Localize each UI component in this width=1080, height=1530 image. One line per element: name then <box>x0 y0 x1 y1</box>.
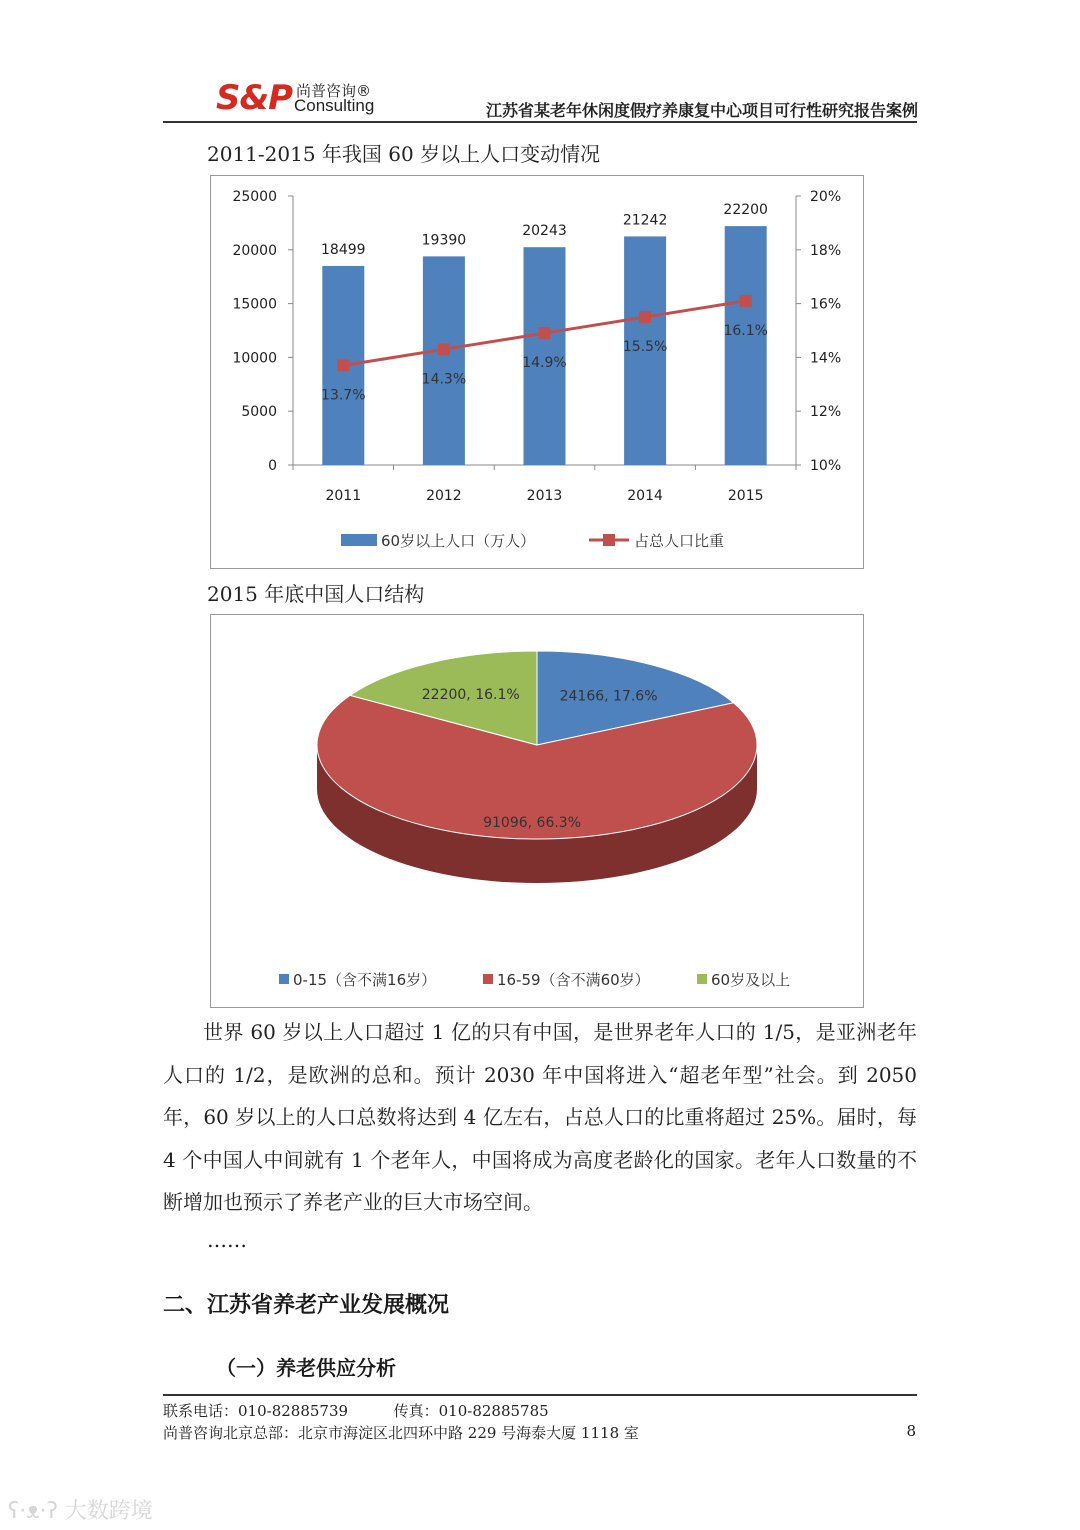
pie-chart-frame <box>210 614 864 1008</box>
pie-data-label: 24166, 17.6% <box>559 688 658 705</box>
x-tick-label: 2015 <box>727 488 764 504</box>
footer-phone: 联系电话：010-82885739 <box>163 1402 349 1420</box>
x-tick-label: 2012 <box>426 488 462 504</box>
footer-rule <box>163 1394 917 1396</box>
footer-address: 尚普咨询北京总部：北京市海淀区北四环中路 229 号海泰大厦 1118 室 <box>163 1424 639 1442</box>
combo-chart <box>211 176 863 568</box>
watermark <box>8 1494 153 1525</box>
header-rule <box>163 121 917 123</box>
y2-tick-label: 16% <box>810 296 842 313</box>
line-marker <box>337 359 349 371</box>
sub-heading: （一）养老供应分析 <box>216 1356 396 1380</box>
logo-mark: S&P <box>216 78 293 118</box>
line-marker <box>740 295 752 307</box>
pie-data-label: 22200, 16.1% <box>421 687 520 704</box>
combo-chart-frame <box>210 175 864 569</box>
legend-swatch <box>279 974 289 984</box>
legend-label: 60岁以上人口（万人） <box>381 532 536 550</box>
report-title: 江苏省某老年休闲度假疗养康复中心项目可行性研究报告案例 <box>485 101 918 120</box>
section-heading: 二、江苏省养老产业发展概况 <box>163 1293 450 1318</box>
body-paragraph <box>163 1011 917 1224</box>
footer-contact <box>163 1400 549 1421</box>
line-value-label: 14.9% <box>522 355 567 372</box>
paragraph-text: 世界 60 岁以上人口超过 1 亿的只有中国，是世界老年人口的 1/5，是亚洲老年人口的 1/2，是欧洲的总和。预计 2030 年中国将进入“超老年型”社会。到 2050 年，60 岁以上的人口总数将达到 4 亿左右，占总人口的比重将超过 25%。届时，每 4 个中国人中间就有 1 个老年人，中国将成为高度老龄化的国家。老年人口数量的不断增加也预示了养老产业的巨大市场空间。 <box>163 1020 917 1214</box>
bar <box>725 226 767 465</box>
ellipsis: …… <box>207 1228 247 1252</box>
y2-tick-label: 20% <box>810 189 842 205</box>
line-marker <box>639 311 651 323</box>
pie-chart <box>211 615 863 1007</box>
line-marker <box>438 343 450 355</box>
company-logo <box>216 78 386 118</box>
y-tick-label: 25000 <box>232 189 277 205</box>
watermark-icon: ʕ·ᴥ·ʔ <box>8 1499 65 1524</box>
legend-swatch <box>483 974 493 984</box>
line-value-label: 15.5% <box>622 339 668 356</box>
page-number: 8 <box>906 1422 916 1440</box>
y-tick-label: 0 <box>268 458 277 474</box>
watermark-text: 大数跨境 <box>64 1499 153 1524</box>
figure2-caption: 2015 年底中国人口结构 <box>207 582 425 606</box>
line-value-label: 16.1% <box>723 322 768 339</box>
bar <box>423 256 465 465</box>
footer-fax: 传真：010-82885785 <box>393 1402 549 1420</box>
y2-tick-label: 14% <box>810 350 842 367</box>
x-tick-label: 2011 <box>325 488 362 504</box>
x-tick-label: 2014 <box>627 488 663 504</box>
bar-value-label: 22200 <box>723 202 768 219</box>
legend-swatch <box>697 974 707 984</box>
bar-value-label: 19390 <box>421 232 467 249</box>
logo-chinese-name: 尚普咨询® <box>296 82 372 100</box>
line-value-label: 13.7% <box>321 387 366 404</box>
y-tick-label: 10000 <box>232 350 277 367</box>
logo-english-name: Consulting <box>294 96 375 115</box>
pie-data-label: 91096, 66.3% <box>483 814 582 831</box>
figure1-caption: 2011-2015 年我国 60 岁以上人口变动情况 <box>207 142 601 166</box>
legend-label: 占总人口比重 <box>634 532 725 550</box>
line-marker <box>539 327 551 339</box>
x-tick-label: 2013 <box>526 488 563 504</box>
legend-swatch-marker <box>603 534 615 546</box>
bar-value-label: 21242 <box>622 212 668 229</box>
line-value-label: 14.3% <box>421 371 467 388</box>
y2-tick-label: 12% <box>810 404 842 421</box>
y-tick-label: 5000 <box>241 404 277 421</box>
legend-label: 16-59（含不满60岁） <box>497 971 650 989</box>
bar-value-label: 20243 <box>522 223 567 240</box>
legend-label: 0-15（含不满16岁） <box>293 971 437 989</box>
bar-value-label: 18499 <box>321 241 366 258</box>
legend-label: 60岁及以上 <box>711 971 791 989</box>
legend-swatch-bar <box>341 534 377 546</box>
y2-tick-label: 18% <box>810 242 842 259</box>
y2-tick-label: 10% <box>810 458 842 474</box>
y-tick-label: 20000 <box>232 242 277 259</box>
y-tick-label: 15000 <box>232 296 277 313</box>
